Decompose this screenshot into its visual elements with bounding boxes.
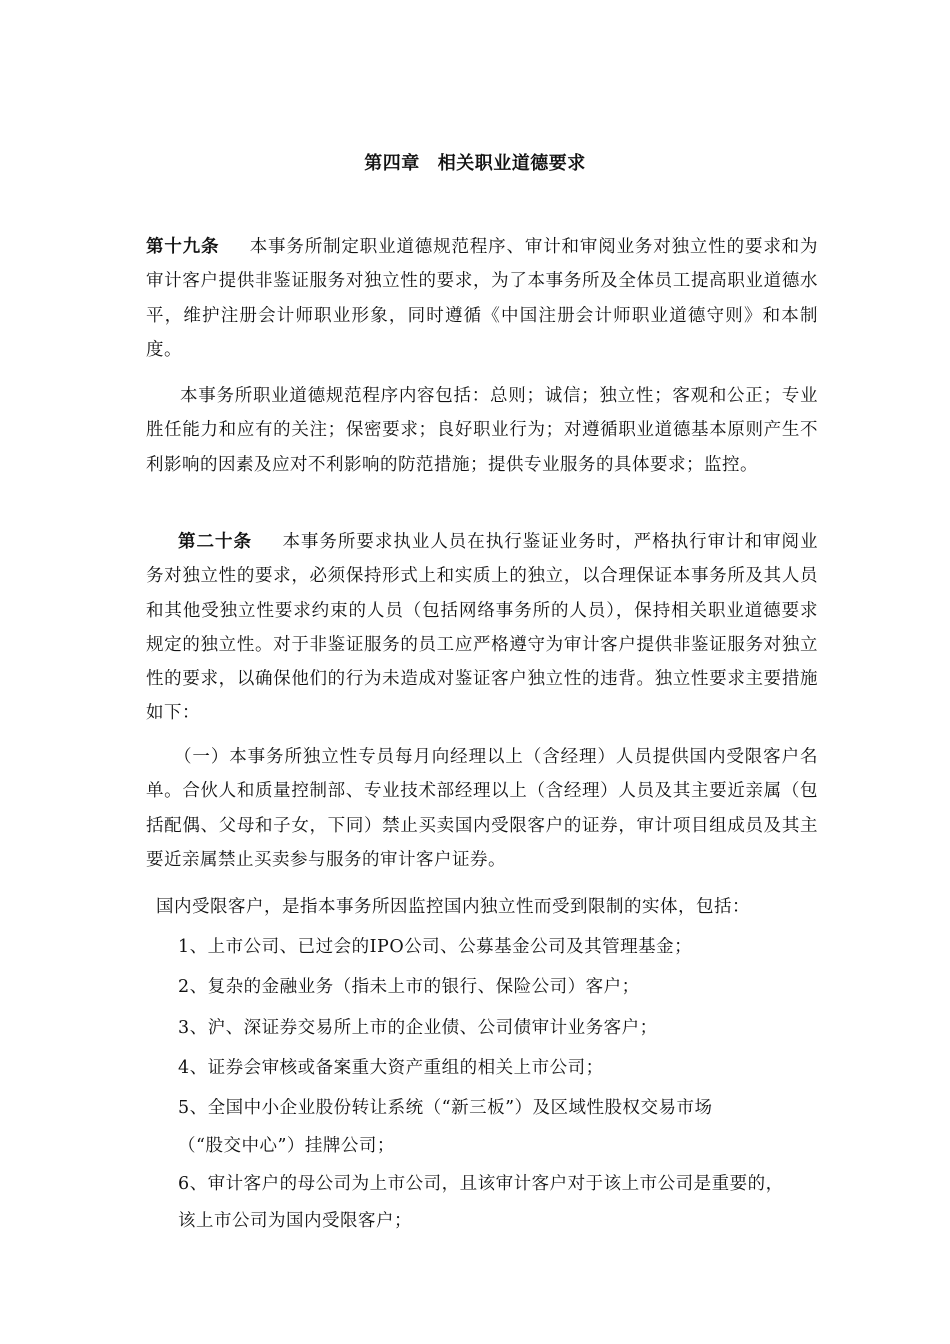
- article-20-paragraph: [146, 525, 818, 731]
- list-item: 6、审计客户的母公司为上市公司，且该审计客户对于该上市公司是重要的，: [178, 1174, 784, 1194]
- article-19-text: 本事务所制定职业道德规范程序、审计和审阅业务对独立性的要求和为审计客户提供非鉴证服务对独立性的要求，为了本事务所及全体员工提高职业道德水平，维护注册会计师职业形象，同时遵循《中国注册会计师职业道德守则》和本制度。: [146, 237, 819, 360]
- list-item: 4、证券会审核或备案重大资产重组的相关上市公司；: [178, 1058, 604, 1078]
- article-20-text: 本事务所要求执业人员在执行鉴证业务时，严格执行审计和审阅业务对独立性的要求，必须保持形式上和实质上的独立，以合理保证本事务所及其人员和其他受独立性要求约束的人员（包括网络事务所的人员），保持相关职业道德要求规定的独立性。对于非鉴证服务的员工应严格遵守为审计客户提供非鉴证服务对独立性的要求，以确保他们的行为未造成对鉴证客户独立性的违背。独立性要求主要措施如下：: [146, 532, 819, 724]
- list-item-continuation: 该上市公司为国内受限客户；: [178, 1211, 412, 1231]
- list-item: 2、复杂的金融业务（指未上市的银行、保险公司）客户；: [178, 977, 640, 997]
- article-19-paragraph: [146, 230, 818, 367]
- measure-1-paragraph: （一）本事务所独立性专员每月向经理以上（含经理）人员提供国内受限客户名单。合伙人和质量控制部、专业技术部经理以上（含经理）人员及其主要近亲属（包括配偶、父母和子女，下同）禁止买卖国内受限客户的证券，审计项目组成员及其主要近亲属禁止买卖参与服务的审计客户证券。: [146, 747, 818, 870]
- list-item-continuation: （“股交中心”）挂牌公司；: [178, 1136, 395, 1156]
- list-item: 1、上市公司、已过会的IPO公司、公募基金公司及其管理基金；: [178, 937, 693, 957]
- article-20-label: 第二十条: [178, 532, 252, 552]
- article-19-label: 第十九条: [146, 237, 220, 257]
- chapter-name: 相关职业道德要求: [437, 153, 586, 174]
- chapter-number: 第四章: [364, 153, 420, 174]
- restricted-client-definition: 国内受限客户，是指本事务所因监控国内独立性而受到限制的实体，包括：: [156, 897, 750, 917]
- list-item: 3、沪、深证券交易所上市的企业债、公司债审计业务客户；: [178, 1018, 658, 1038]
- list-item: 5、全国中小企业股份转让系统（“新三板”）及区域性股权交易市场: [178, 1098, 713, 1118]
- article-19-content-paragraph: 本事务所职业道德规范程序内容包括：总则；诚信；独立性；客观和公正；专业胜任能力和应有的关注；保密要求；良好职业行为；对遵循职业道德基本原则产生不利影响的因素及应对不利影响的防范措施；提供专业服务的具体要求；监控。: [146, 386, 818, 475]
- chapter-title: [0, 150, 950, 178]
